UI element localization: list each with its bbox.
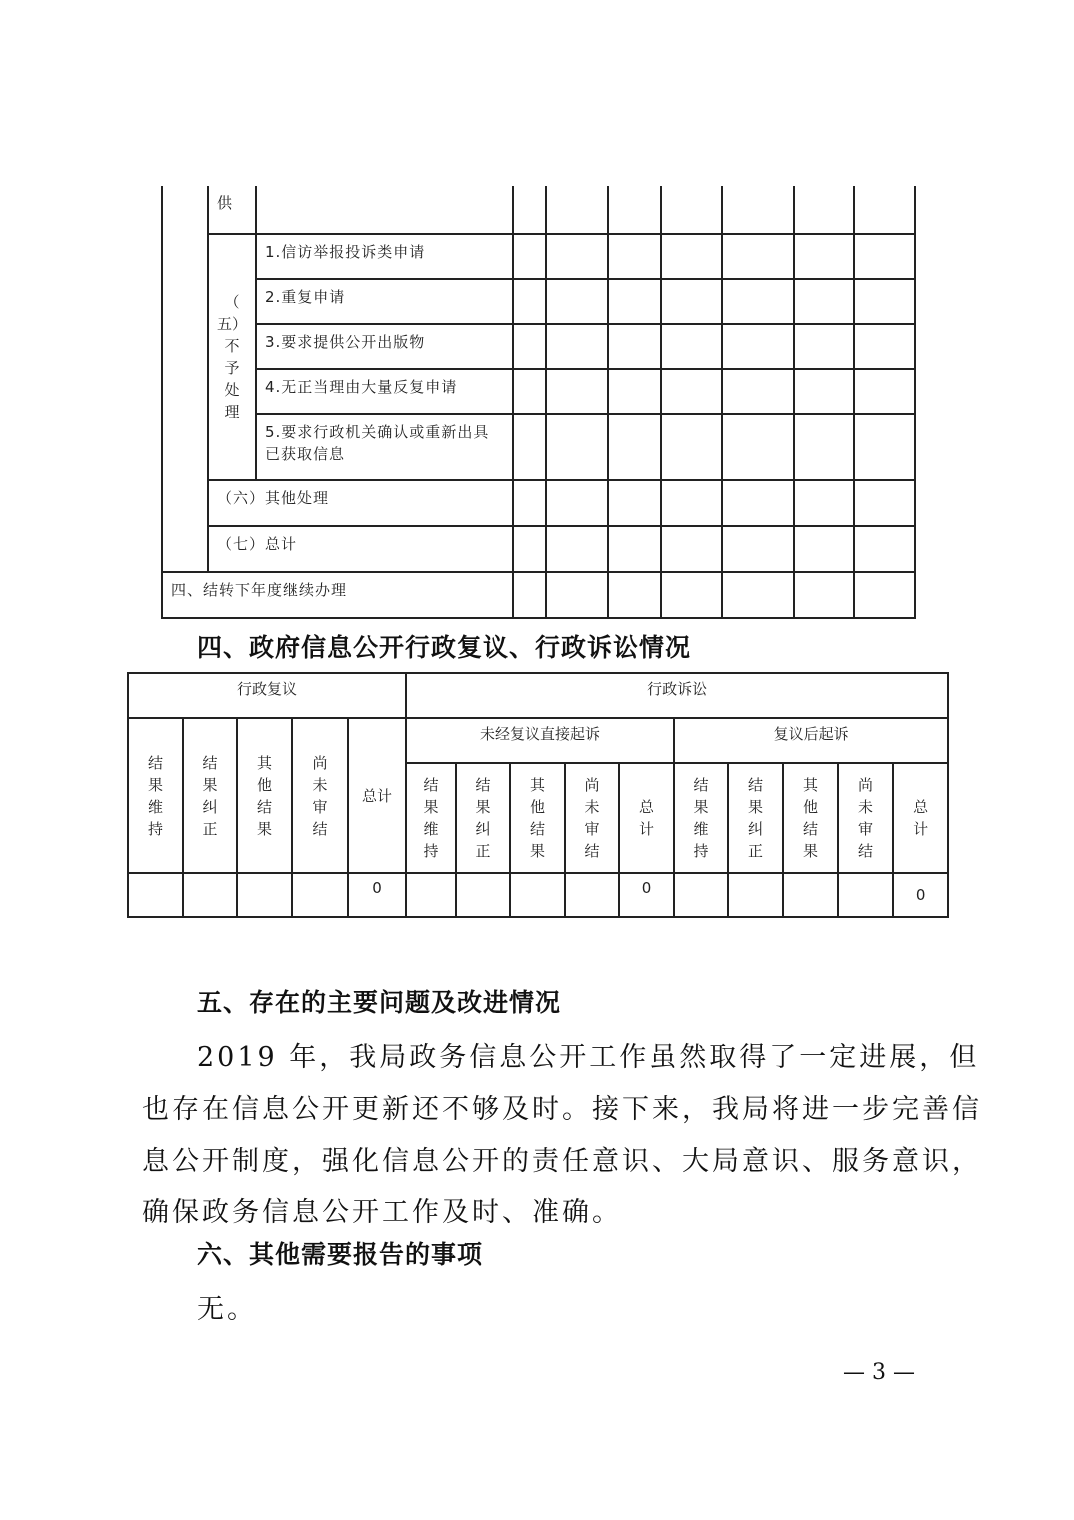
section-4-heading: 四、政府信息公开行政复议、行政诉讼情况 — [197, 633, 692, 662]
after-col-pending: 尚 未 审 结 — [838, 763, 893, 873]
direct-total-value: 0 — [619, 873, 674, 917]
paragraph-line: 确保政务信息公开工作及时、准确。 — [142, 1197, 622, 1228]
row-label-gong: 供 — [208, 186, 256, 234]
item-label: 5.要求行政机关确认或重新出具已获取信息 — [256, 414, 513, 480]
group-5-label: （ 五） 不 予 处 理 — [208, 234, 256, 480]
review-col-correct: 结 果 纠 正 — [183, 718, 237, 873]
after-col-total: 总 计 — [893, 763, 948, 873]
after-col-maintain: 结 果 维 持 — [674, 763, 728, 873]
paragraph-line: 2019 年，我局政务信息公开工作虽然取得了一定进展，但 — [197, 1042, 980, 1073]
direct-col-total: 总 计 — [619, 763, 674, 873]
direct-col-maintain: 结 果 维 持 — [406, 763, 456, 873]
review-total-value: 0 — [348, 873, 406, 917]
direct-col-other: 其 他 结 果 — [510, 763, 565, 873]
section-6-heading: 六、其他需要报告的事项 — [197, 1240, 484, 1269]
admin-litigation-header: 行政诉讼 — [406, 673, 948, 718]
after-col-correct: 结 果 纠 正 — [728, 763, 783, 873]
outer-indent-cell — [162, 186, 208, 572]
other-processing-label: （六）其他处理 — [208, 480, 513, 526]
direct-col-pending: 尚 未 审 结 — [565, 763, 619, 873]
after-review-suit-header: 复议后起诉 — [674, 718, 948, 763]
section-5-heading: 五、存在的主要问题及改进情况 — [197, 988, 562, 1017]
after-col-other: 其 他 结 果 — [783, 763, 838, 873]
item-label: 1.信访举报投诉类申请 — [256, 234, 513, 279]
item-label: 2.重复申请 — [256, 279, 513, 324]
total-label: （七）总计 — [208, 526, 513, 572]
section-6-body: 无。 — [197, 1294, 257, 1325]
review-col-other: 其 他 结 果 — [237, 718, 292, 873]
item-label: 3.要求提供公开出版物 — [256, 324, 513, 369]
review-col-pending: 尚 未 审 结 — [292, 718, 348, 873]
paragraph-line: 也存在信息公开更新还不够及时。接下来，我局将进一步完善信 — [142, 1094, 982, 1125]
review-col-total: 总计 — [348, 718, 406, 873]
item-label: 4.无正当理由大量反复申请 — [256, 369, 513, 414]
review-col-maintain: 结 果 维 持 — [128, 718, 183, 873]
paragraph-line: 息公开制度，强化信息公开的责任意识、大局意识、服务意识， — [142, 1146, 982, 1177]
after-total-value: 0 — [893, 873, 948, 917]
application-handling-table — [161, 186, 916, 619]
review-litigation-table — [127, 672, 949, 918]
direct-col-correct: 结 果 纠 正 — [456, 763, 510, 873]
direct-suit-header: 未经复议直接起诉 — [406, 718, 674, 763]
admin-review-header: 行政复议 — [128, 673, 406, 718]
page-number: — 3 — — [843, 1360, 915, 1385]
carry-over-label: 四、结转下年度继续办理 — [162, 572, 513, 618]
